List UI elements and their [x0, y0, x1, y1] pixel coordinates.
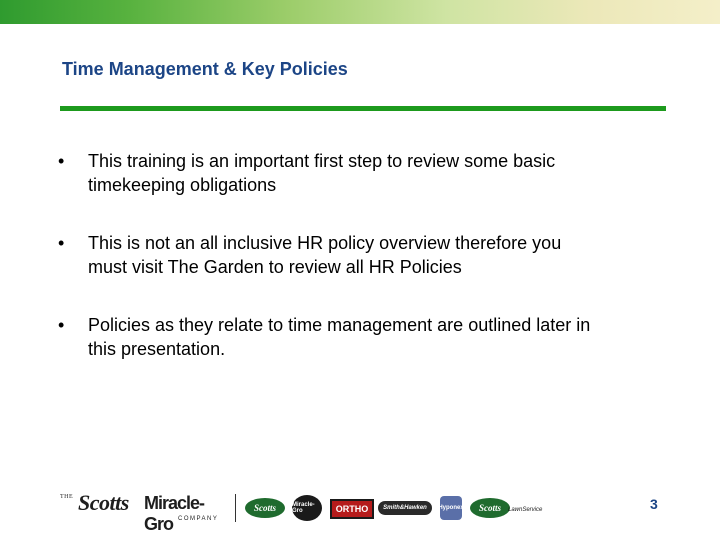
- bullet-item: [58, 149, 658, 197]
- brand-the: THE: [60, 494, 74, 500]
- page-number: 3: [650, 496, 658, 512]
- bullet-icon: •: [58, 151, 65, 171]
- bullet-item: [58, 231, 658, 279]
- bullet-text-line: This training is an important first step to review some basic: [88, 151, 556, 171]
- scotts-logo-icon: Scotts: [245, 498, 285, 518]
- bullet-list: [58, 149, 658, 395]
- bullet-item: [58, 313, 658, 361]
- footer-logo-bar: [0, 488, 720, 534]
- scotts-lawnservice-logo-icon: Scotts: [470, 498, 510, 518]
- slide-title: Time Management & Key Policies: [62, 59, 348, 79]
- title-divider: [60, 106, 666, 111]
- logo-separator: [235, 494, 236, 522]
- bullet-text-line: This is not an all inclusive HR policy overview therefore you: [88, 233, 562, 253]
- brand-company: COMPANY: [178, 516, 219, 522]
- brand-miraclegro: Miracle-Gro: [144, 493, 205, 534]
- brand-scotts: Scotts: [78, 490, 129, 515]
- hyponex-logo-icon: Hyponex: [440, 496, 462, 520]
- miraclegro-logo-icon: Miracle-Gro: [292, 495, 322, 521]
- lawnservice-label: LawnService: [508, 507, 543, 513]
- top-gradient-band: [0, 0, 720, 24]
- scotts-miraclegro-company-logo: [60, 490, 230, 534]
- bullet-text-line: this presentation.: [88, 339, 226, 359]
- bullet-text-line: timekeeping obligations: [88, 175, 277, 195]
- bullet-icon: •: [58, 315, 65, 335]
- ortho-logo-icon: ORTHO: [330, 499, 374, 519]
- bullet-icon: •: [58, 233, 65, 253]
- bullet-text-line: must visit The Garden to review all HR Policies: [88, 257, 462, 277]
- smith-hawken-logo-icon: Smith&Hawken: [378, 501, 432, 515]
- bullet-text-line: Policies as they relate to time management are outlined later in: [88, 315, 591, 335]
